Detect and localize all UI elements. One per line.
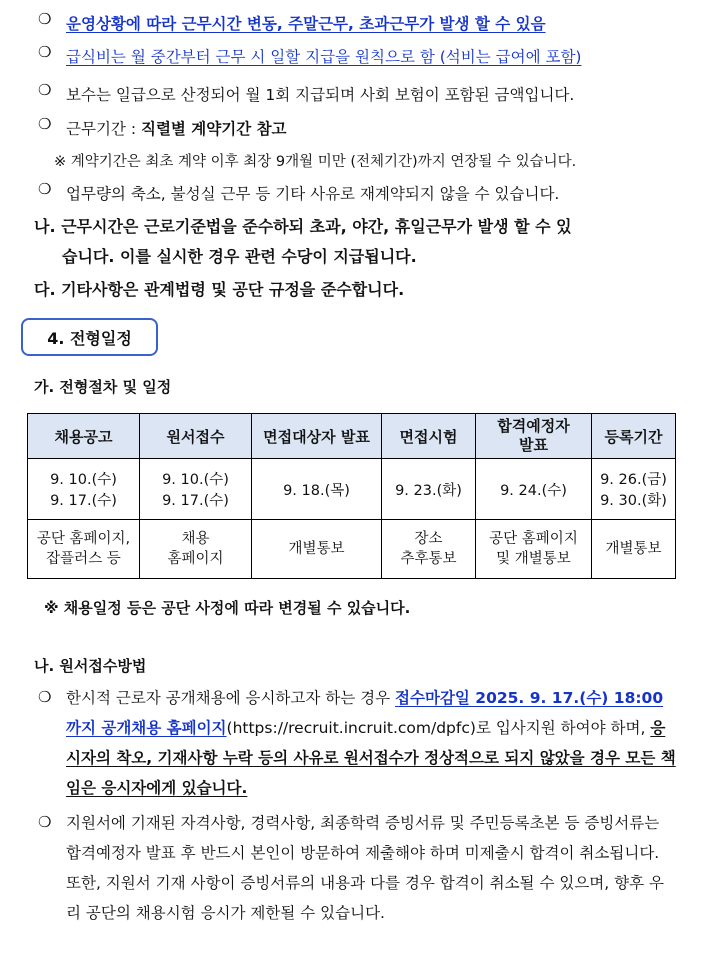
section-title-box [21, 318, 158, 356]
item-na-line2: 습니다. 이를 실시한 경우 관련 수당이 지급됩니다. [62, 247, 417, 266]
work-period-value: 직렬별 계약기간 참고 [140, 120, 287, 138]
date-line: 9. 17.(수) [162, 493, 229, 509]
method-line: 홈페이지 [167, 551, 224, 567]
date-cell [140, 459, 252, 520]
date-cell [28, 459, 140, 520]
circle-bullet-icon: ❍ [38, 81, 52, 99]
header-cell: 면접대상자 발표 [252, 414, 382, 459]
header-cell: 채용공고 [28, 414, 140, 459]
date-line: 9. 10.(수) [162, 472, 229, 488]
header-cell: 등록기간 [592, 414, 676, 459]
contract-note: ※ 계약기간은 최초 계약 이후 최장 9개월 미만 (전체기간)까지 연장될 수 있습니다. [54, 154, 577, 170]
apply-mid: 로 입사지원 하여야 하며, [475, 719, 651, 737]
date-line: 9. 10.(수) [50, 472, 117, 488]
sub-heading-schedule: 가. 전형절차 및 일정 [34, 378, 172, 396]
date-cell [382, 459, 476, 520]
apply-paragraph [66, 683, 676, 803]
method-cell [476, 520, 592, 579]
apply-intro: 한시적 근로자 공개채용에 응시하고자 하는 경우 [66, 689, 396, 707]
header-cell: 원서접수 [140, 414, 252, 459]
list-text: 보수는 일급으로 산정되어 월 1회 지급되며 사회 보험이 포함된 금액입니다. [66, 86, 575, 104]
method-cell [140, 520, 252, 579]
method-line: 장소 [414, 531, 443, 547]
method-line: 공단 홈페이지, [36, 531, 131, 547]
method-line: 및 개별통보 [496, 551, 571, 567]
date-line: 9. 24.(수) [500, 482, 567, 499]
method-line: 채용 [181, 531, 210, 547]
date-line: 9. 26.(금) [600, 472, 667, 488]
item-na-line1: 나. 근무시간은 근로기준법을 준수하되 초과, 야간, 휴일근무가 발생 할 수 있 [34, 217, 572, 236]
date-cell [252, 459, 382, 520]
table-row-dates [28, 459, 676, 520]
date-line: 9. 18.(목) [283, 482, 350, 499]
circle-bullet-icon: ❍ [38, 43, 52, 61]
schedule-table [27, 413, 676, 579]
list-text: 운영상황에 따라 근무시간 변동, 주말근무, 초과근무가 발생 할 수 있음 [66, 15, 546, 33]
date-cell [592, 459, 676, 520]
circle-bullet-icon: ❍ [38, 813, 52, 831]
list-text: 업무량의 축소, 불성실 근무 등 기타 사유로 재계약되지 않을 수 있습니다. [66, 185, 560, 203]
apply-warning: 응시자의 착오, 기재사항 누락 등의 사유로 원서접수가 정상적으로 되지 않았을 경우 모든 책임은 응시자에게 있습니다. [66, 719, 676, 797]
list-text [66, 117, 287, 139]
list-text: 급식비는 월 중간부터 근무 시 일할 지급을 원칙으로 함 (석비는 급여에 포함) [66, 48, 582, 66]
schedule-note: ※ 채용일정 등은 공단 사정에 따라 변경될 수 있습니다. [44, 599, 411, 617]
method-line: 개별통보 [288, 541, 345, 557]
sub-heading-apply: 나. 원서접수방법 [34, 657, 147, 675]
item-da: 다. 기타사항은 관계법령 및 공단 규정을 준수합니다. [34, 280, 405, 299]
method-line: 공단 홈페이지 [489, 531, 578, 547]
circle-bullet-icon: ❍ [38, 180, 52, 198]
date-line: 9. 30.(화) [600, 493, 667, 509]
apply-url: (https://recruit.incruit.com/dpfc) [226, 719, 476, 737]
section-title: 4. 전형일정 [47, 328, 132, 348]
method-cell [382, 520, 476, 579]
method-cell [592, 520, 676, 579]
method-cell [252, 520, 382, 579]
method-line: 잡플러스 등 [46, 551, 121, 567]
header-cell: 면접시험 [382, 414, 476, 459]
circle-bullet-icon: ❍ [38, 10, 52, 28]
table-header-row [28, 414, 676, 459]
table-row-methods [28, 520, 676, 579]
circle-bullet-icon: ❍ [38, 115, 52, 133]
work-period-label: 근무기간 : [66, 120, 141, 138]
date-line: 9. 17.(수) [50, 493, 117, 509]
date-cell [476, 459, 592, 520]
circle-bullet-icon: ❍ [38, 688, 52, 706]
apply-deadline: 접수마감일 2025. 9. 17.(수) 18:00까지 공개채용 홈페이지 [66, 689, 664, 737]
header-cell: 합격예정자 발표 [476, 414, 592, 459]
method-line: 추후통보 [400, 551, 457, 567]
method-cell [28, 520, 140, 579]
documents-paragraph: 지원서에 기재된 자격사항, 경력사항, 최종학력 증빙서류 및 주민등록초본 등 증빙서류는 합격예정자 발표 후 반드시 본인이 방문하여 제출해야 하며 미제출시 합격이 취소됩니다. 또한, 지원서 기재 사항이 증빙서류의 내용과 다를 경우 합격이 취소될 수 있으며, 향후 우리 공단의 채용시험 응시가 제한될 수 있습니다. [66, 814, 664, 922]
method-line: 개별통보 [605, 541, 662, 557]
date-line: 9. 23.(화) [395, 482, 462, 499]
